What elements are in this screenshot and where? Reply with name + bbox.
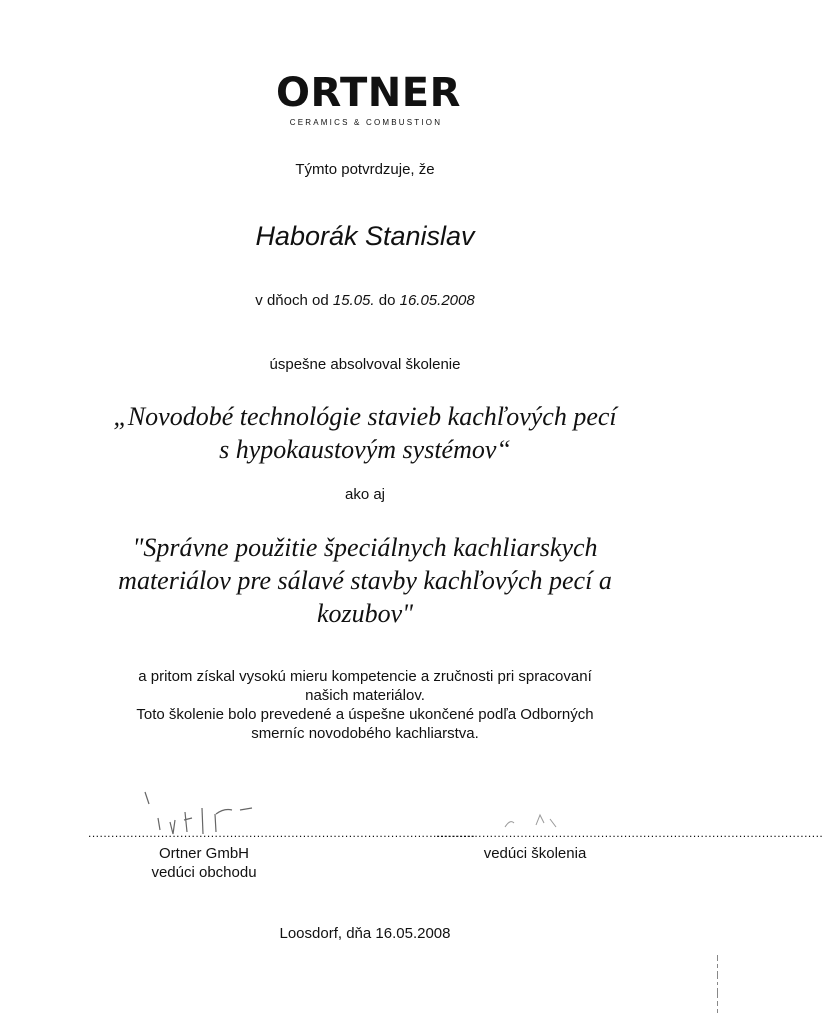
completed-text: úspešne absolvoval školenie [269,356,461,373]
right-signature-line: ..................................................................................................... [436,826,823,840]
body-line4: smerníc novodobého kachliarstva. [251,725,479,742]
body-line1: a pritom získal vysokú mieru kompetencie a zručnosti pri spracovaní [138,668,592,685]
left-signature-line1: Ortner GmbH [158,845,249,862]
body-line2: našich materiálov. [305,687,425,704]
right-signature-block [436,826,823,863]
date-to: 16.05.2008 [399,292,475,309]
course2-line2: materiálov pre sálavé stavby kachľových pecí a [118,566,612,595]
margin-mark [714,955,722,1015]
place-date: Loosdorf, dňa 16.05.2008 [279,925,451,942]
date-range [0,292,730,309]
course2-line3: kozubov" [316,599,414,628]
left-signature-line: ..................................................................................................... [88,826,476,840]
body-paragraph [0,667,730,743]
dates-prefix: v dňoch od [255,292,329,309]
right-signature-line1: vedúci školenia [483,845,587,862]
logo-subtitle: CERAMICS & COMBUSTION [289,118,443,127]
body-line3: Toto školenie bolo prevedené a úspešne ukončené podľa Odborných [136,706,594,723]
left-signature-line2: vedúci obchodu [151,864,257,881]
logo-name: ORTNER [276,70,461,116]
course1-line1: „Novodobé technológie stavieb kachľových pecí [113,402,617,431]
intro-text: Týmto potvrdzuje, že [295,161,435,178]
course1-title [0,400,730,466]
course2-line1: "Správne použitie špeciálnych kachliarskych [132,533,598,562]
course1-line2: s hypokaustovým systémov“ [219,435,511,464]
left-signature-block [88,826,476,882]
course2-title [0,531,730,630]
recipient-name: Haborák Stanislav [255,221,475,251]
dates-middle: do [378,292,396,309]
ortner-logo [276,70,461,127]
connector-text: ako aj [344,486,386,503]
date-from: 15.05. [332,292,375,309]
